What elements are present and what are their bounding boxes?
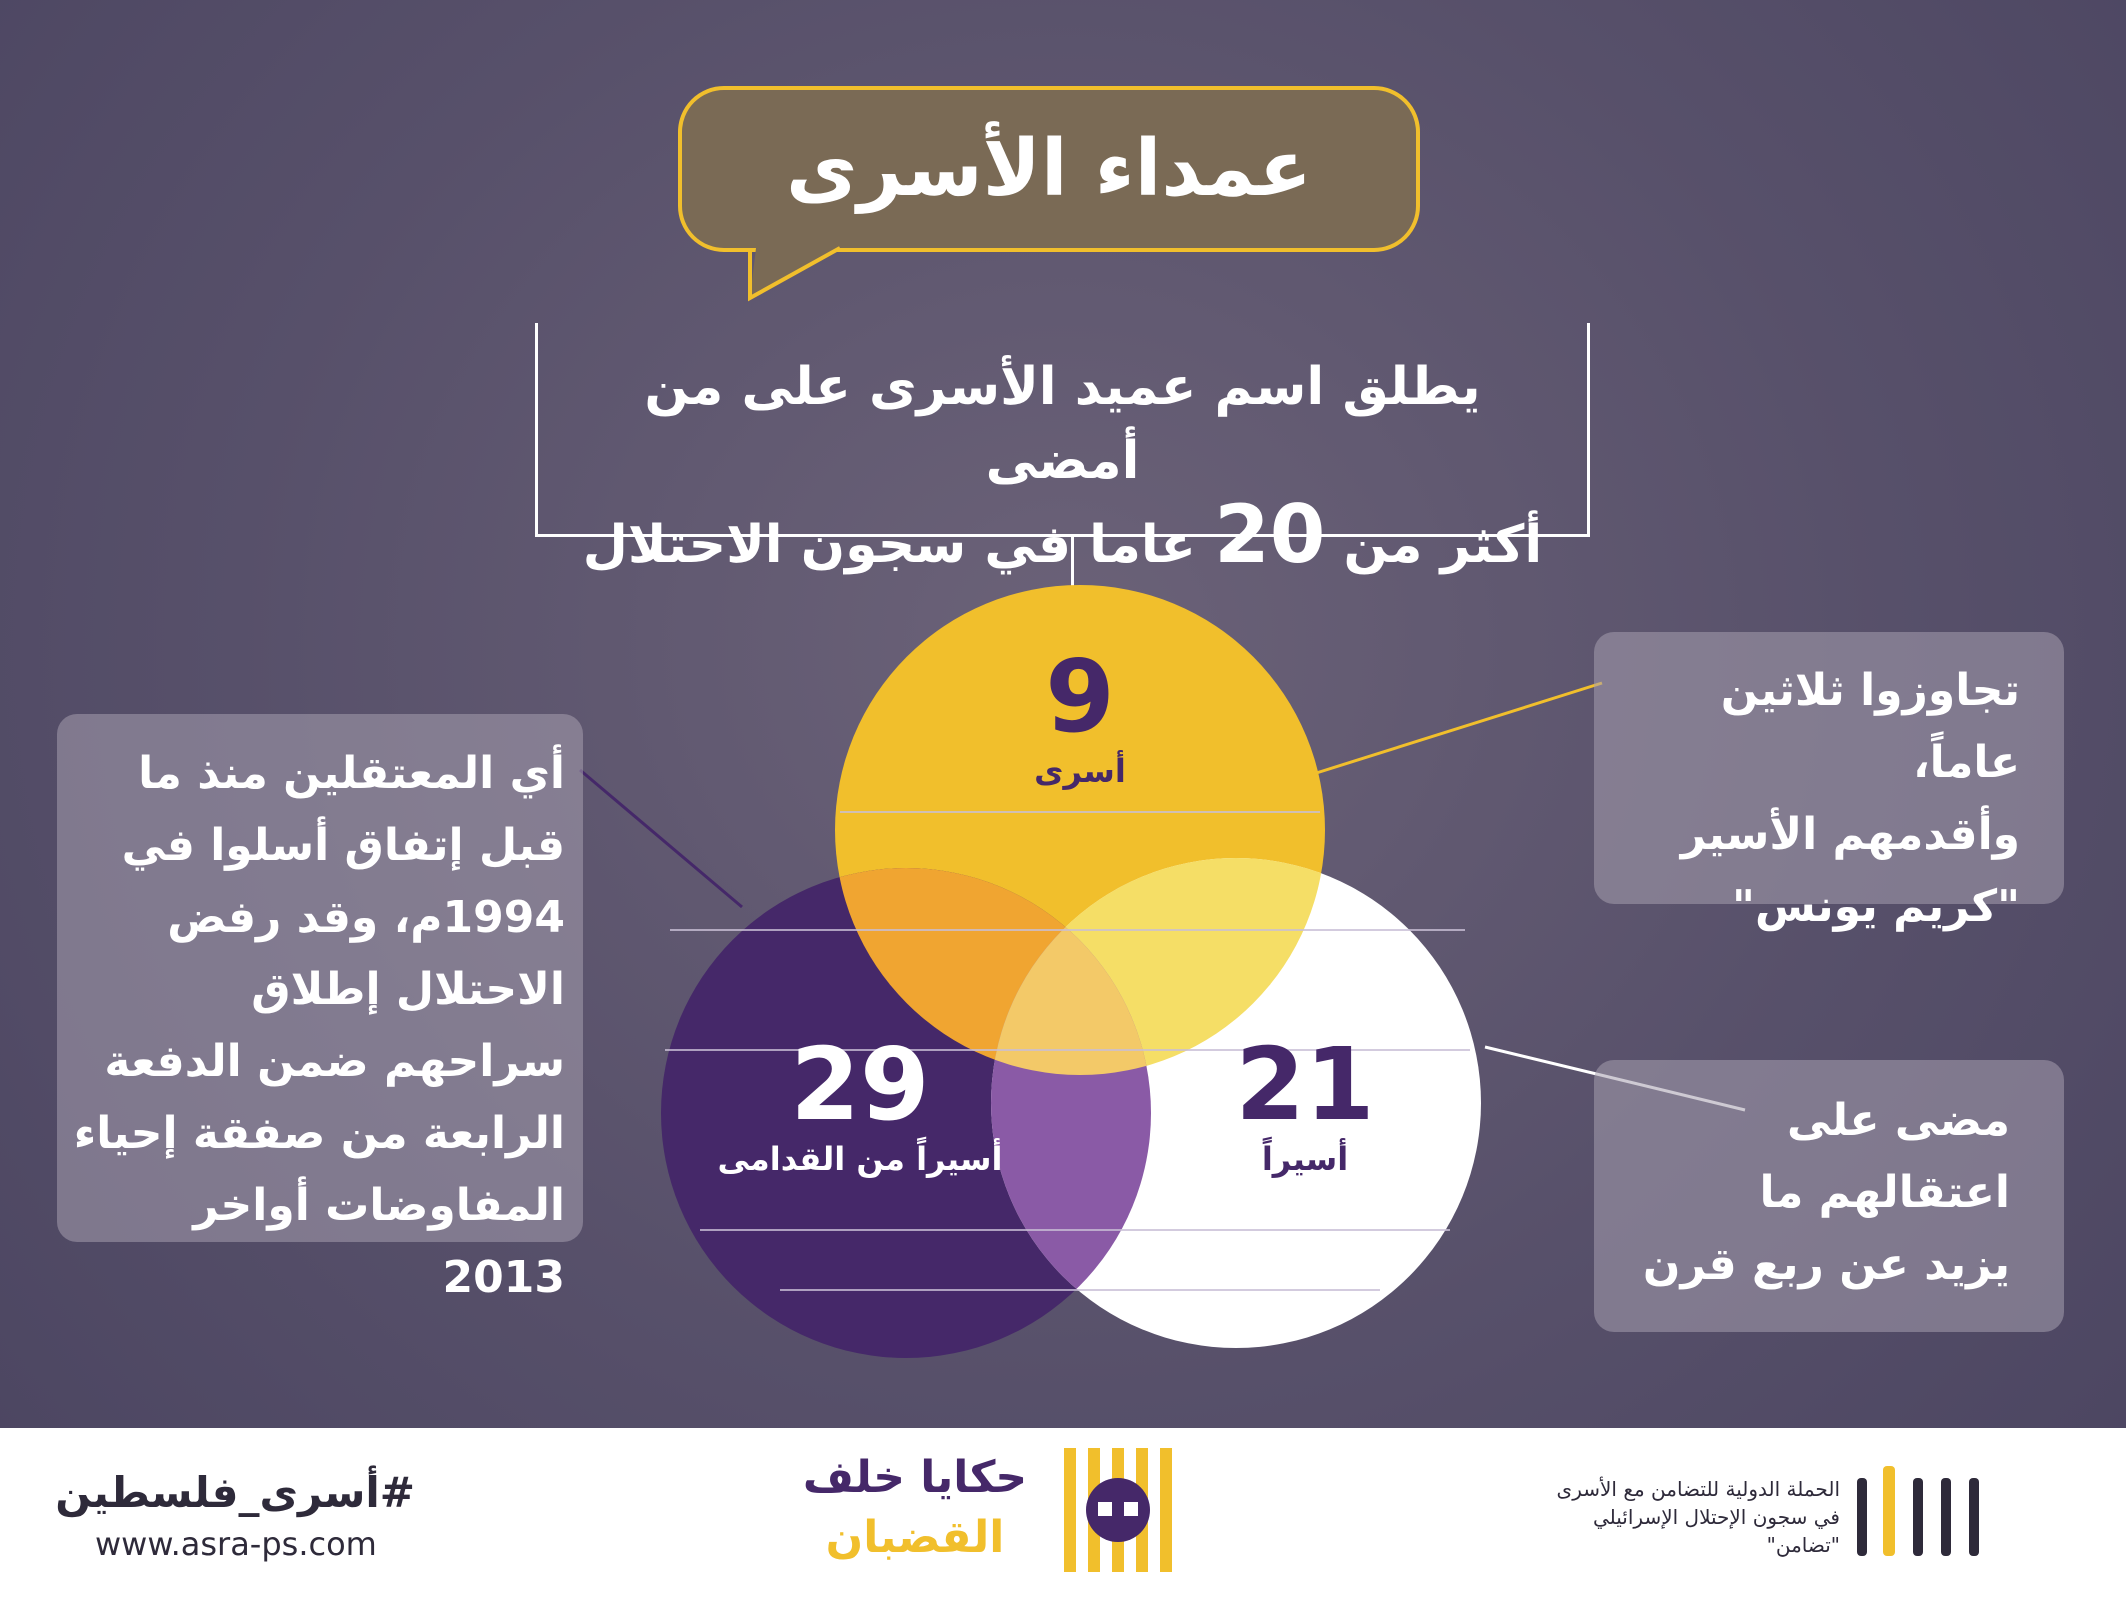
note-top-right-line-2: وأقدمهم الأسير [1680,809,2020,860]
connector-top-right [1310,683,1602,775]
circle-left-label: أسيراً من القدامى [717,1140,1003,1178]
footer-website-link[interactable]: www.asra-ps.com [95,1525,377,1563]
center-logo-line-2: القضبان [825,1512,1005,1563]
note-left-line-3: 1994م، وقد رفض [167,892,565,943]
org-line-1: الحملة الدولية للتضامن مع الأسرى [1556,1477,1840,1501]
org-line-3: "تضامن" [1766,1533,1840,1557]
note-left-line-1: أي المعتقلين منذ ما [138,748,565,799]
note-top-right-text [1610,655,2020,943]
intro-years-number: 20 [1214,488,1326,581]
org-name-block [1530,1475,1840,1559]
center-logo-line-1: حكايا خلف [802,1452,1028,1503]
footer-hashtag[interactable]: #أسرى_فلسطين [55,1468,415,1517]
note-left-line-2: قبل إتفاق أسلوا في [121,820,565,871]
circle-right-text [1205,1026,1405,1178]
note-top-right-line-1: تجاوزوا ثلاثين عاماً، [1720,665,2020,788]
circle-right-label: أسيراً [1261,1140,1349,1178]
circle-top-text [990,638,1170,790]
circle-right-number: 21 [1235,1026,1375,1143]
circle-left-text [710,1026,1010,1178]
note-left-line-5: سراحهم ضمن الدفعة [104,1036,565,1087]
org-logo-icon [1855,1460,1995,1560]
note-left-line-6: الرابعة من صفقة إحياء [73,1108,565,1159]
intro-line-2-prefix: أكثر من [1343,515,1543,575]
connector-left [580,770,742,907]
note-left-line-7: المفاوضات أواخر 2013 [193,1180,565,1303]
bars-logo-icon [1050,1440,1190,1580]
note-top-right-line-3: "كريم يونس" [1732,881,2020,932]
intro-line-2-suffix: عاما في سجون الاحتلال [582,515,1196,575]
note-bottom-right-line-2: اعتقالهم ما [1759,1167,2010,1218]
intro-line-1: يطلق اسم عميد الأسرى على من أمضى [644,357,1481,491]
page-title: عمداء الأسرى [786,124,1312,214]
circle-top-label: أسرى [1034,752,1126,790]
note-bottom-right-line-3: يزيد عن ربع قرن [1642,1239,2010,1290]
circle-left-number: 29 [790,1026,930,1143]
note-left-text [70,738,565,1314]
note-bottom-right-line-1: مضى على [1787,1095,2010,1146]
org-line-2: في سجون الإحتلال الإسرائيلي [1592,1505,1840,1529]
circle-top-number: 9 [1045,638,1115,755]
note-bottom-right-text [1610,1085,2010,1301]
note-left-line-4: الاحتلال إطلاق [251,964,565,1015]
